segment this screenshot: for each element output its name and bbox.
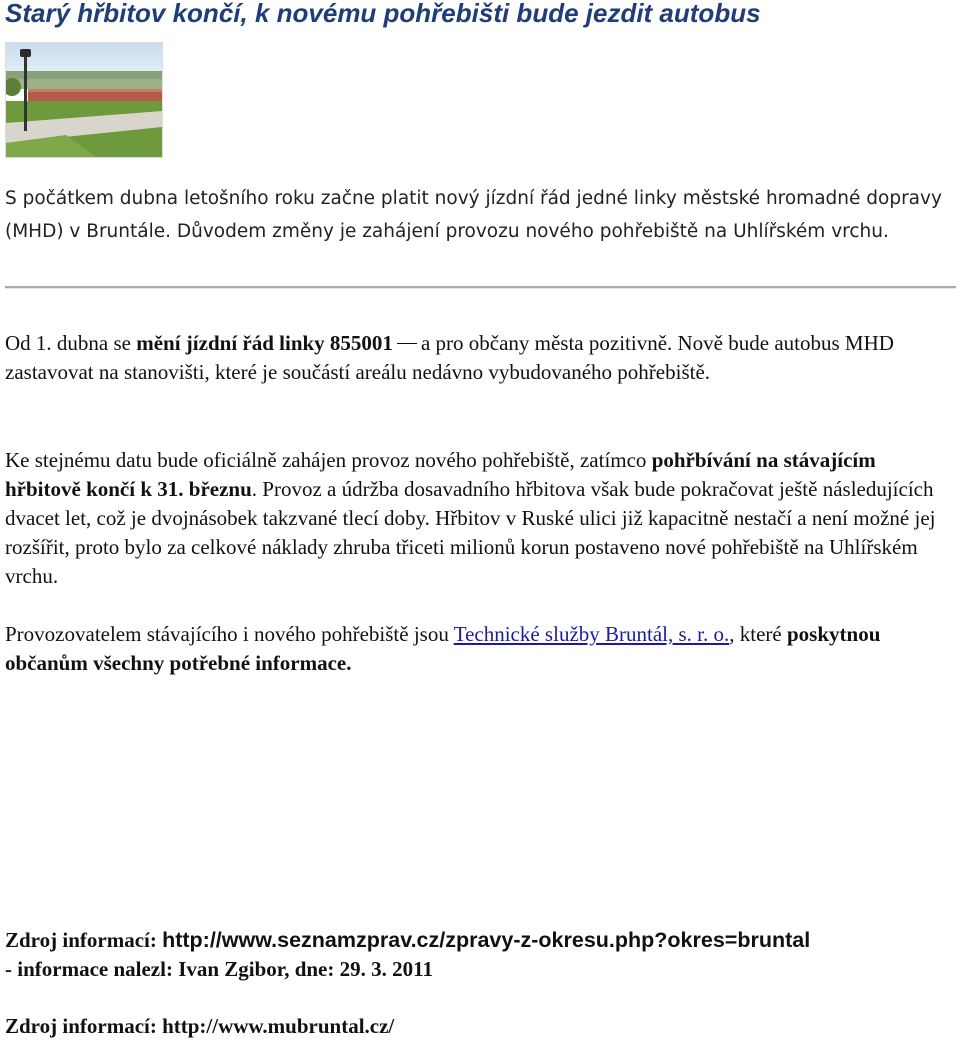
p2-text-2: . Provoz a údržba dosavadního hřbitova však bude pokračovat ještě následujících dvacet let, což je dvojnásobek takzvané tlecí doby. Hřbitov v Ruské ulici již kapacitně nestačí a není možné jej rozšířit, proto bylo za celkové náklady zhruba třiceti milionů korun postaveno nové pohřebiště na Uhlířském vrchu. (5, 477, 936, 588)
p3-text-1: Provozovatelem stávajícího i nového pohřebiště jsou (5, 622, 454, 646)
source-url: http://www.seznamzprav.cz/zpravy-z-okresu.php?okres=bruntal (162, 928, 811, 952)
cemetery-photo-image (6, 43, 162, 157)
paragraph-schedule (5, 329, 955, 387)
source-block-2 (5, 1012, 955, 1041)
separator-rule (5, 286, 956, 289)
source-block-1 (5, 926, 955, 984)
cemetery-photo (5, 42, 163, 158)
p3-bold-1: poskytnou občanům všechny potřebné informace (5, 622, 881, 675)
p1-text-1: Od 1. dubna se (5, 331, 137, 355)
source-2-text: Zdroj informací: http://www.mubruntal.cz/ (5, 1014, 395, 1038)
p1-bold-1: mění jízdní řád linky 855001 (136, 331, 393, 355)
operator-link[interactable]: Technické služby Bruntál, s. r. o. (453, 622, 730, 646)
p3-text-2: , které (729, 622, 787, 646)
article-lead: S počátkem dubna letošního roku začne platit nový jízdní řád jedné linky městské hromadné dopravy (MHD) v Bruntále. Důvodem změny je zahájení provozu nového pohřebiště na Uhlířském vrchu. (5, 188, 942, 242)
article-title: Starý hřbitov končí, k novému pohřebišti bude jezdit autobus (5, 0, 761, 28)
p2-bold-1: pohřbívání na stávajícím hřbitově končí k 31. březnu (5, 448, 876, 501)
paragraph-cemetery (5, 446, 955, 591)
p3-text-3: . (346, 651, 352, 675)
source-author: - informace nalezl: Ivan Zgibor, dne: 29. 3. 2011 (5, 957, 433, 981)
dash (397, 343, 417, 344)
source-label: Zdroj informací: (5, 928, 163, 952)
p1-text-2: a pro občany města pozitivně. Nově bude autobus MHD zastavovat na stanovišti, které je součástí areálu nedávno vybudovaného pohřebiště. (5, 331, 894, 384)
p2-text-1: Ke stejnému datu bude oficiálně zahájen provoz nového pohřebiště, zatímco (5, 448, 652, 472)
paragraph-operator (5, 620, 955, 678)
